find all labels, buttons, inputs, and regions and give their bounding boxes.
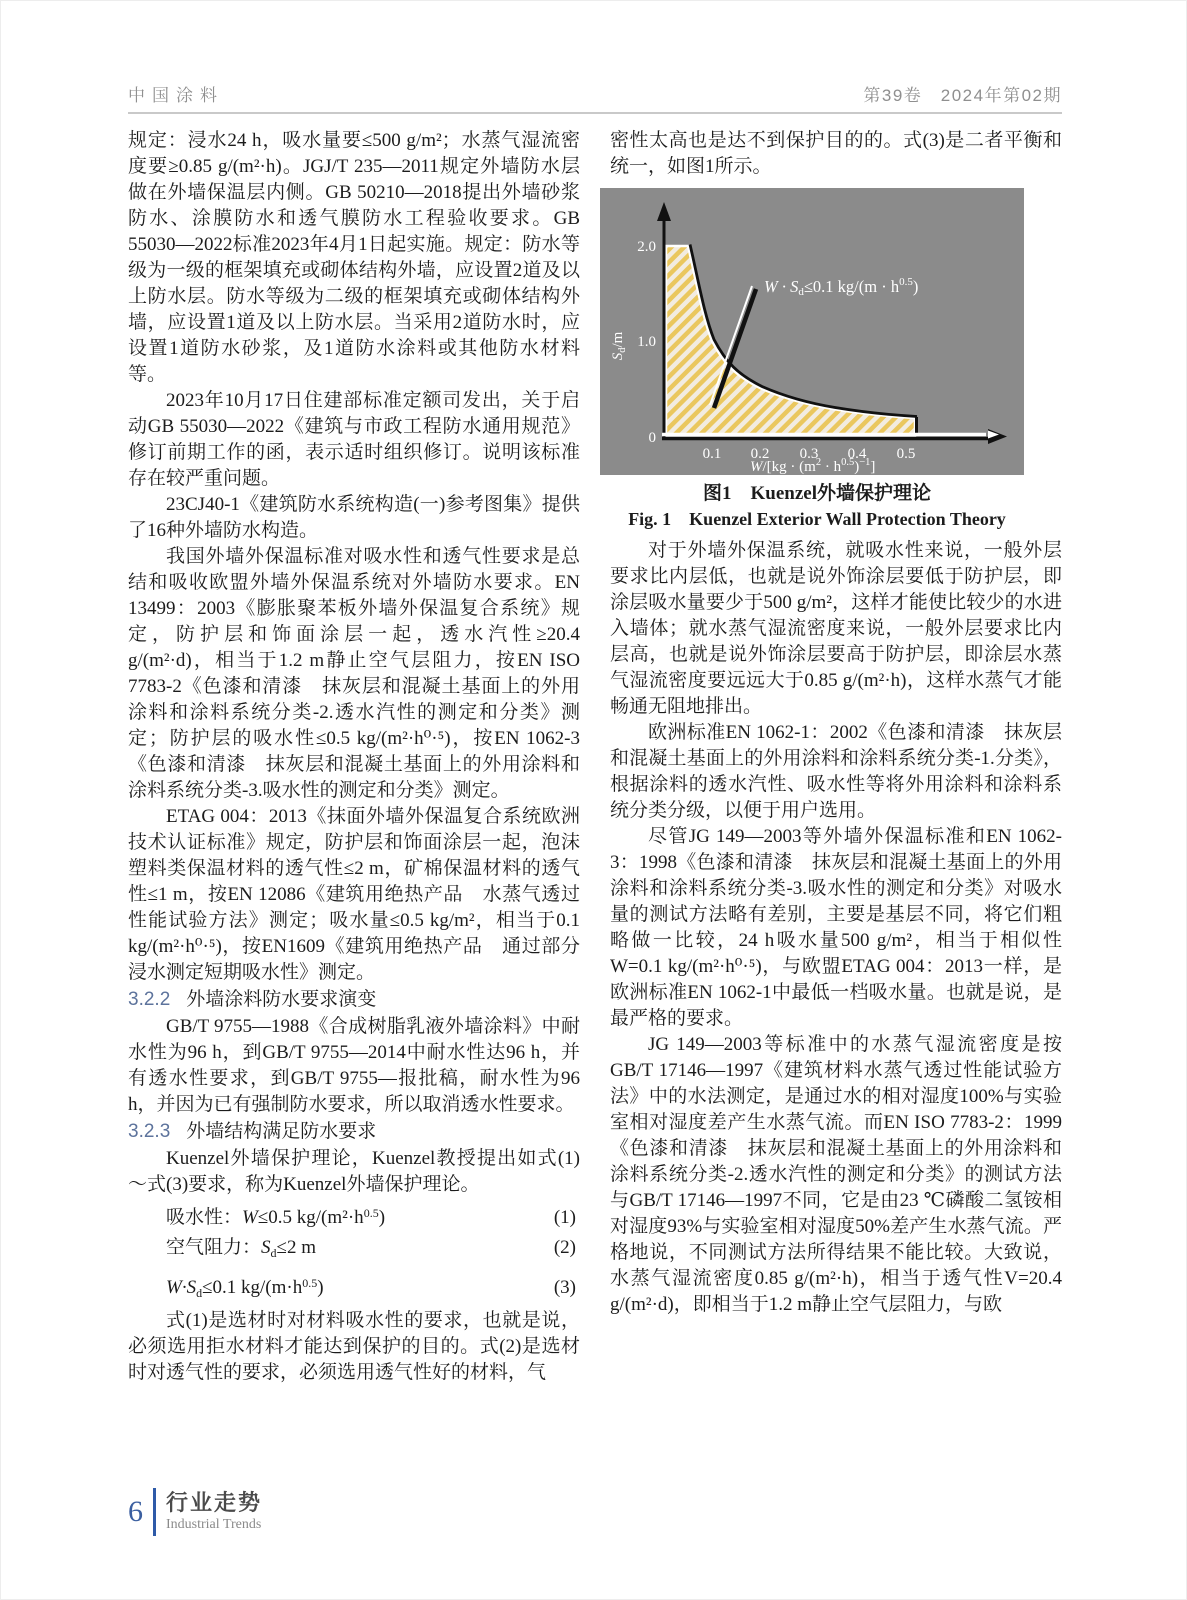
figure-caption: [600, 481, 1034, 532]
page-footer: [128, 1488, 262, 1536]
section-title: 外墙结构满足防水要求: [186, 1121, 377, 1142]
paragraph: 23CJ40-1《建筑防水系统构造(一)参考图集》提供了16种外墙防水构造。: [128, 494, 580, 541]
y-axis-label: $S_d/m$: [610, 331, 628, 361]
shaded-area: [666, 246, 915, 436]
section-number: 3.2.2: [128, 989, 171, 1010]
x-axis-tick: 0.1: [702, 446, 722, 462]
paragraph: Kuenzel外墙保护理论，Kuenzel教授提出如式(1)～式(3)要求，称为Kuenzel外墙保护理论。: [128, 1148, 580, 1195]
footer-accent-bar: [153, 1488, 156, 1536]
section-title: 外墙涂料防水要求演变: [186, 989, 377, 1010]
section-heading-3-2-2: [128, 987, 580, 1013]
right-column: [610, 128, 1062, 1318]
chart-annotation: W · Sd≤0.1 $kg/(m \cdot h^{0.5})$: [764, 276, 919, 298]
equation-body: 吸水性：W≤0.5 $kg/(m^2\cdot h^{0.5})$: [166, 1206, 386, 1228]
x-axis-label: $W/[kg \cdot (m^2 \cdot h^{0.5})^{-1}]$: [750, 457, 876, 475]
paragraph: 规定：浸水24 h，吸水量要≤500 g/m²；水蒸气湿流密度要≥0.85 g/(m²·h)。JGJ/T 235—2011规定外墙防水层做在外墙保温层内侧。GB 50210—2018提出外墙砂浆防水、涂膜防水和透气膜防水工程验收要求。GB 55030—2022标准2023年4月1日起实施。规定：防水等级为一级的框架填充或砌体结构外墙，应设置2道及以上防水层。防水等级为二级的框架填充或砌体结构外墙，应设置1道及以上防水层。当采用2道防水时，应设置1道防水砂浆，及1道防水涂料或其他防水材料等。: [128, 130, 580, 385]
equation-body: $W\cdot S_d\le 0.1$ $kg/(m\cdot h^{0.5})$: [166, 1276, 324, 1300]
x-axis-tick: 0.3: [799, 446, 819, 462]
figure-caption-en: Fig. 1 Kuenzel Exterior Wall Protection Theory: [628, 509, 1006, 529]
x-axis-tick: 0.5: [896, 446, 916, 462]
footer-section: [166, 1490, 262, 1534]
page-number: 6: [128, 1495, 143, 1528]
paragraph: 我国外墙外保温标准对吸水性和透气性要求是总结和吸收欧盟外墙外保温系统对外墙防水要求。EN 13499：2003《膨胀聚苯板外墙外保温复合系统》规定，防护层和饰面涂层一起，透水汽性≥20.4 g/(m²·d)，相当于1.2 m静止空气层阻力，按EN ISO 7783-2《色漆和清漆 抹灰层和混凝土基面上的外用涂料和涂料系统分类-2.透水汽性的测定和分类》测定；防护层的吸水性≤0.5 kg/(m²·h⁰·⁵)，按EN 1062-3《色漆和清漆 抹灰层和混凝土基面上的外用涂料和涂料系统分类-3.吸水性的测定和分类》测定。: [128, 546, 580, 801]
paragraph: ETAG 004：2013《抹面外墙外保温复合系统欧洲技术认证标准》规定，防护层和饰面涂层一起，泡沫塑料类保温材料的透气性≤2 m，矿棉保温材料的透气性≤1 m，按EN 12086《建筑用绝热产品 水蒸气透过性能试验方法》测定；吸水量≤0.5 kg/m²，相当于0.1 kg/(m²·h⁰·⁵)，按EN1609《建筑用绝热产品 通过部分浸水测定短期吸水性》测定。: [128, 806, 580, 983]
equation-3: [128, 1268, 580, 1308]
equation-2: [128, 1233, 580, 1268]
page-header: [128, 81, 1062, 106]
paragraph: JG 149—2003等标准中的水蒸气湿流密度是按GB/T 17146—1997《建筑材料水蒸气透过性能试验方法》中的水法测定，是通过水的相对湿度100%与实验室相对湿度差产生水蒸气流。而EN ISO 7783-2：1999《色漆和清漆 抹灰层和混凝土基面上的外用涂料和涂料系统分类-2.透水汽性的测定和分类》的测试方法与GB/T 17146—1997不同，它是由23 ℃磷酸二氢铵相对湿度93%与实验室相对湿度50%差产生水蒸气流。严格地说，不同测试方法所得结果不能比较。大致说，水蒸气湿流密度0.85 g/(m²·h)，相当于透气性V=20.4 g/(m²·d)，即相当于1.2 m静止空气层阻力，与欧: [610, 1034, 1062, 1315]
x-axis-tick: 0.4: [847, 446, 867, 462]
paragraph: GB/T 9755—1988《合成树脂乳液外墙涂料》中耐水性为96 h，到GB/T 9755—2014中耐水性达96 h，并有透水性要求，到GB/T 9755—报批稿，耐水性为96 h，并因为已有强制防水要求，所以取消透水性要求。: [128, 1016, 580, 1115]
equation-number: (1): [553, 1207, 576, 1228]
journal-name: 中国涂料: [128, 86, 224, 105]
footer-section-zh: 行业走势: [166, 1490, 263, 1515]
section-heading-3-2-3: [128, 1119, 580, 1145]
kuenzel-chart-svg: [600, 188, 1024, 475]
equation-body: 空气阻力：$S_d\le 2$ m: [166, 1237, 316, 1260]
paragraph: 密性太高也是达不到保护目的的。式(3)是二者平衡和统一，如图1所示。: [610, 130, 1062, 177]
y-axis-tick: 0: [648, 430, 656, 446]
y-axis-tick: 1.0: [637, 334, 656, 350]
equation-number: (2): [553, 1237, 576, 1258]
figure-caption-zh: 图1 Kuenzel外墙保护理论: [703, 483, 931, 504]
y-axis-tick: 2.0: [637, 239, 656, 255]
figure-1: [600, 188, 1024, 532]
volume-issue: 第39卷 2024年第02期: [863, 86, 1062, 105]
header-rule: [128, 112, 1062, 114]
paragraph: 对于外墙外保温系统，就吸水性来说，一般外层要求比内层低，也就是说外饰涂层要低于防护层，即涂层吸水量要少于500 g/m²，这样才能使比较少的水进入墙体；就水蒸气湿流密度来说，一般外层要求比内层高，也就是说外饰涂层要高于防护层，即涂层水蒸气湿流密度要远远大于0.85 g/(m²·h)，这样水蒸气才能畅通无阻地排出。: [610, 540, 1062, 717]
kuenzel-chart: [600, 188, 1024, 475]
paragraph: 欧洲标准EN 1062-1：2002《色漆和清漆 抹灰层和混凝土基面上的外用涂料和涂料系统分类-1.分类》，根据涂料的透水汽性、吸水性等将外用涂料和涂料系统分类分级，以便于用户选用。: [610, 722, 1062, 821]
paragraph: 2023年10月17日住建部标准定额司发出，关于启动GB 55030—2022《建筑与市政工程防水通用规范》修订前期工作的函，表示适时组织修订。说明该标准存在较严重问题。: [128, 390, 580, 489]
x-axis-tick: 0.2: [750, 446, 770, 462]
paragraph: 式(1)是选材时对材料吸水性的要求，也就是说，必须选用拒水材料才能达到保护的目的。式(2)是选材时对透气性的要求，必须选用透气性好的材料，气: [128, 1310, 580, 1383]
equation-1: [128, 1198, 580, 1233]
section-number: 3.2.3: [128, 1121, 171, 1142]
equation-number: (3): [553, 1277, 576, 1298]
y-axis-arrow: [657, 202, 671, 221]
footer-section-en: Industrial Trends: [166, 1517, 262, 1532]
paragraph: 尽管JG 149—2003等外墙外保温标准和EN 1062-3：1998《色漆和清漆 抹灰层和混凝土基面上的外用涂料和涂料系统分类-3.吸水性的测定和分类》对吸水量的测试方法略有差别，主要是基层不同，将它们粗略做一比较，24 h吸水量500 g/m²，相当于相似性W=0.1 kg/(m²·h⁰·⁵)，与欧盟ETAG 004：2013一样，是欧洲标准EN 1062-1中最低一档吸水量。也就是说，是最严格的要求。: [610, 826, 1062, 1029]
left-column: [128, 128, 580, 1386]
